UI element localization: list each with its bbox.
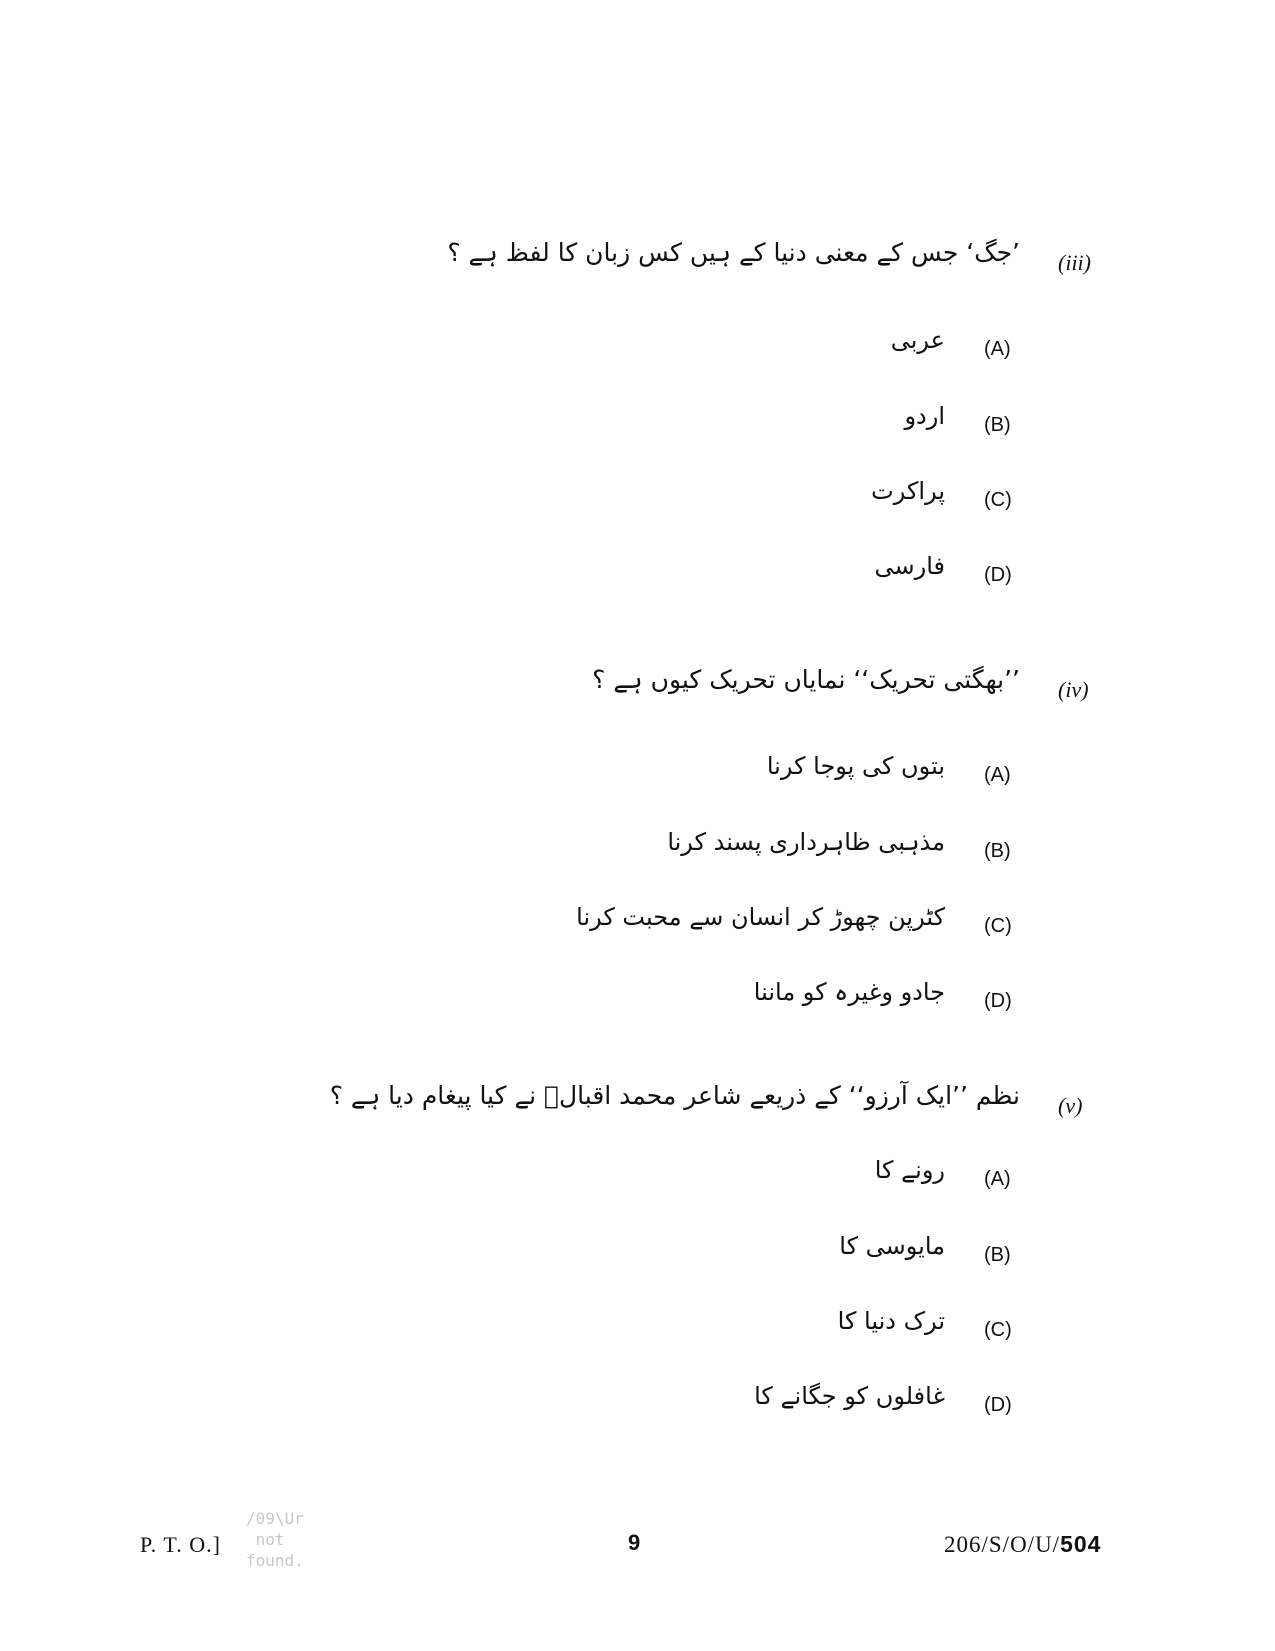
paper-code-prefix: 206/S/O/U/ [944, 1532, 1061, 1557]
option-text: عربی [890, 326, 945, 354]
option-text: پراکرت [871, 477, 945, 505]
option-text: مایوسی کا [839, 1232, 945, 1260]
option-label: (C) [984, 1319, 1012, 1341]
question-number: (v) [1058, 1093, 1083, 1118]
option-text: مذہبی ظاہرداری پسند کرنا [667, 828, 945, 856]
option-label: (D) [984, 990, 1012, 1012]
option-label: (C) [984, 915, 1012, 937]
option-label: (B) [984, 840, 1011, 862]
option-label: (D) [984, 1394, 1012, 1416]
paper-code-bold: 504 [1060, 1531, 1102, 1557]
paper-code [944, 1531, 1101, 1558]
option-text: اردو [904, 402, 945, 430]
option-text: بتوں کی پوجا کرنا [766, 752, 945, 780]
option-text: ترک دنیا کا [837, 1307, 945, 1335]
option-text: رونے کا [874, 1156, 945, 1184]
question-text: نظم ’’ایک آرزو‘‘ کے ذریعے شاعر محمد اقبالؔ نے کیا پیغام دیا ہے ؟ [329, 1081, 1020, 1110]
option-label: (A) [984, 764, 1011, 786]
option-label: (D) [984, 564, 1012, 586]
pto-text: P. T. O.] [140, 1532, 221, 1557]
option-label: (B) [984, 1244, 1011, 1266]
option-text: کٹرپن چھوڑ کر انسان سے محبت کرنا [576, 903, 945, 931]
option-label: (A) [984, 1168, 1011, 1190]
question-number: (iii) [1058, 250, 1091, 275]
page-number: 9 [628, 1530, 641, 1555]
question-text: ’جگ‘ جس کے معنی دنیا کے ہیں کس زبان کا لفظ ہے ؟ [447, 238, 1020, 267]
option-label: (A) [984, 338, 1011, 360]
question-number: (iv) [1058, 677, 1089, 702]
option-text: فارسی [874, 552, 945, 580]
question-text: ’’بھگتی تحریک‘‘ نمایاں تحریک کیوں ہے ؟ [592, 665, 1020, 694]
option-label: (B) [984, 414, 1011, 436]
option-text: جادو وغیرہ کو ماننا [753, 978, 945, 1006]
broken-image-placeholder: /09\Ur not found. [246, 1509, 304, 1570]
option-label: (C) [984, 489, 1012, 511]
option-text: غافلوں کو جگانے کا [754, 1382, 945, 1410]
